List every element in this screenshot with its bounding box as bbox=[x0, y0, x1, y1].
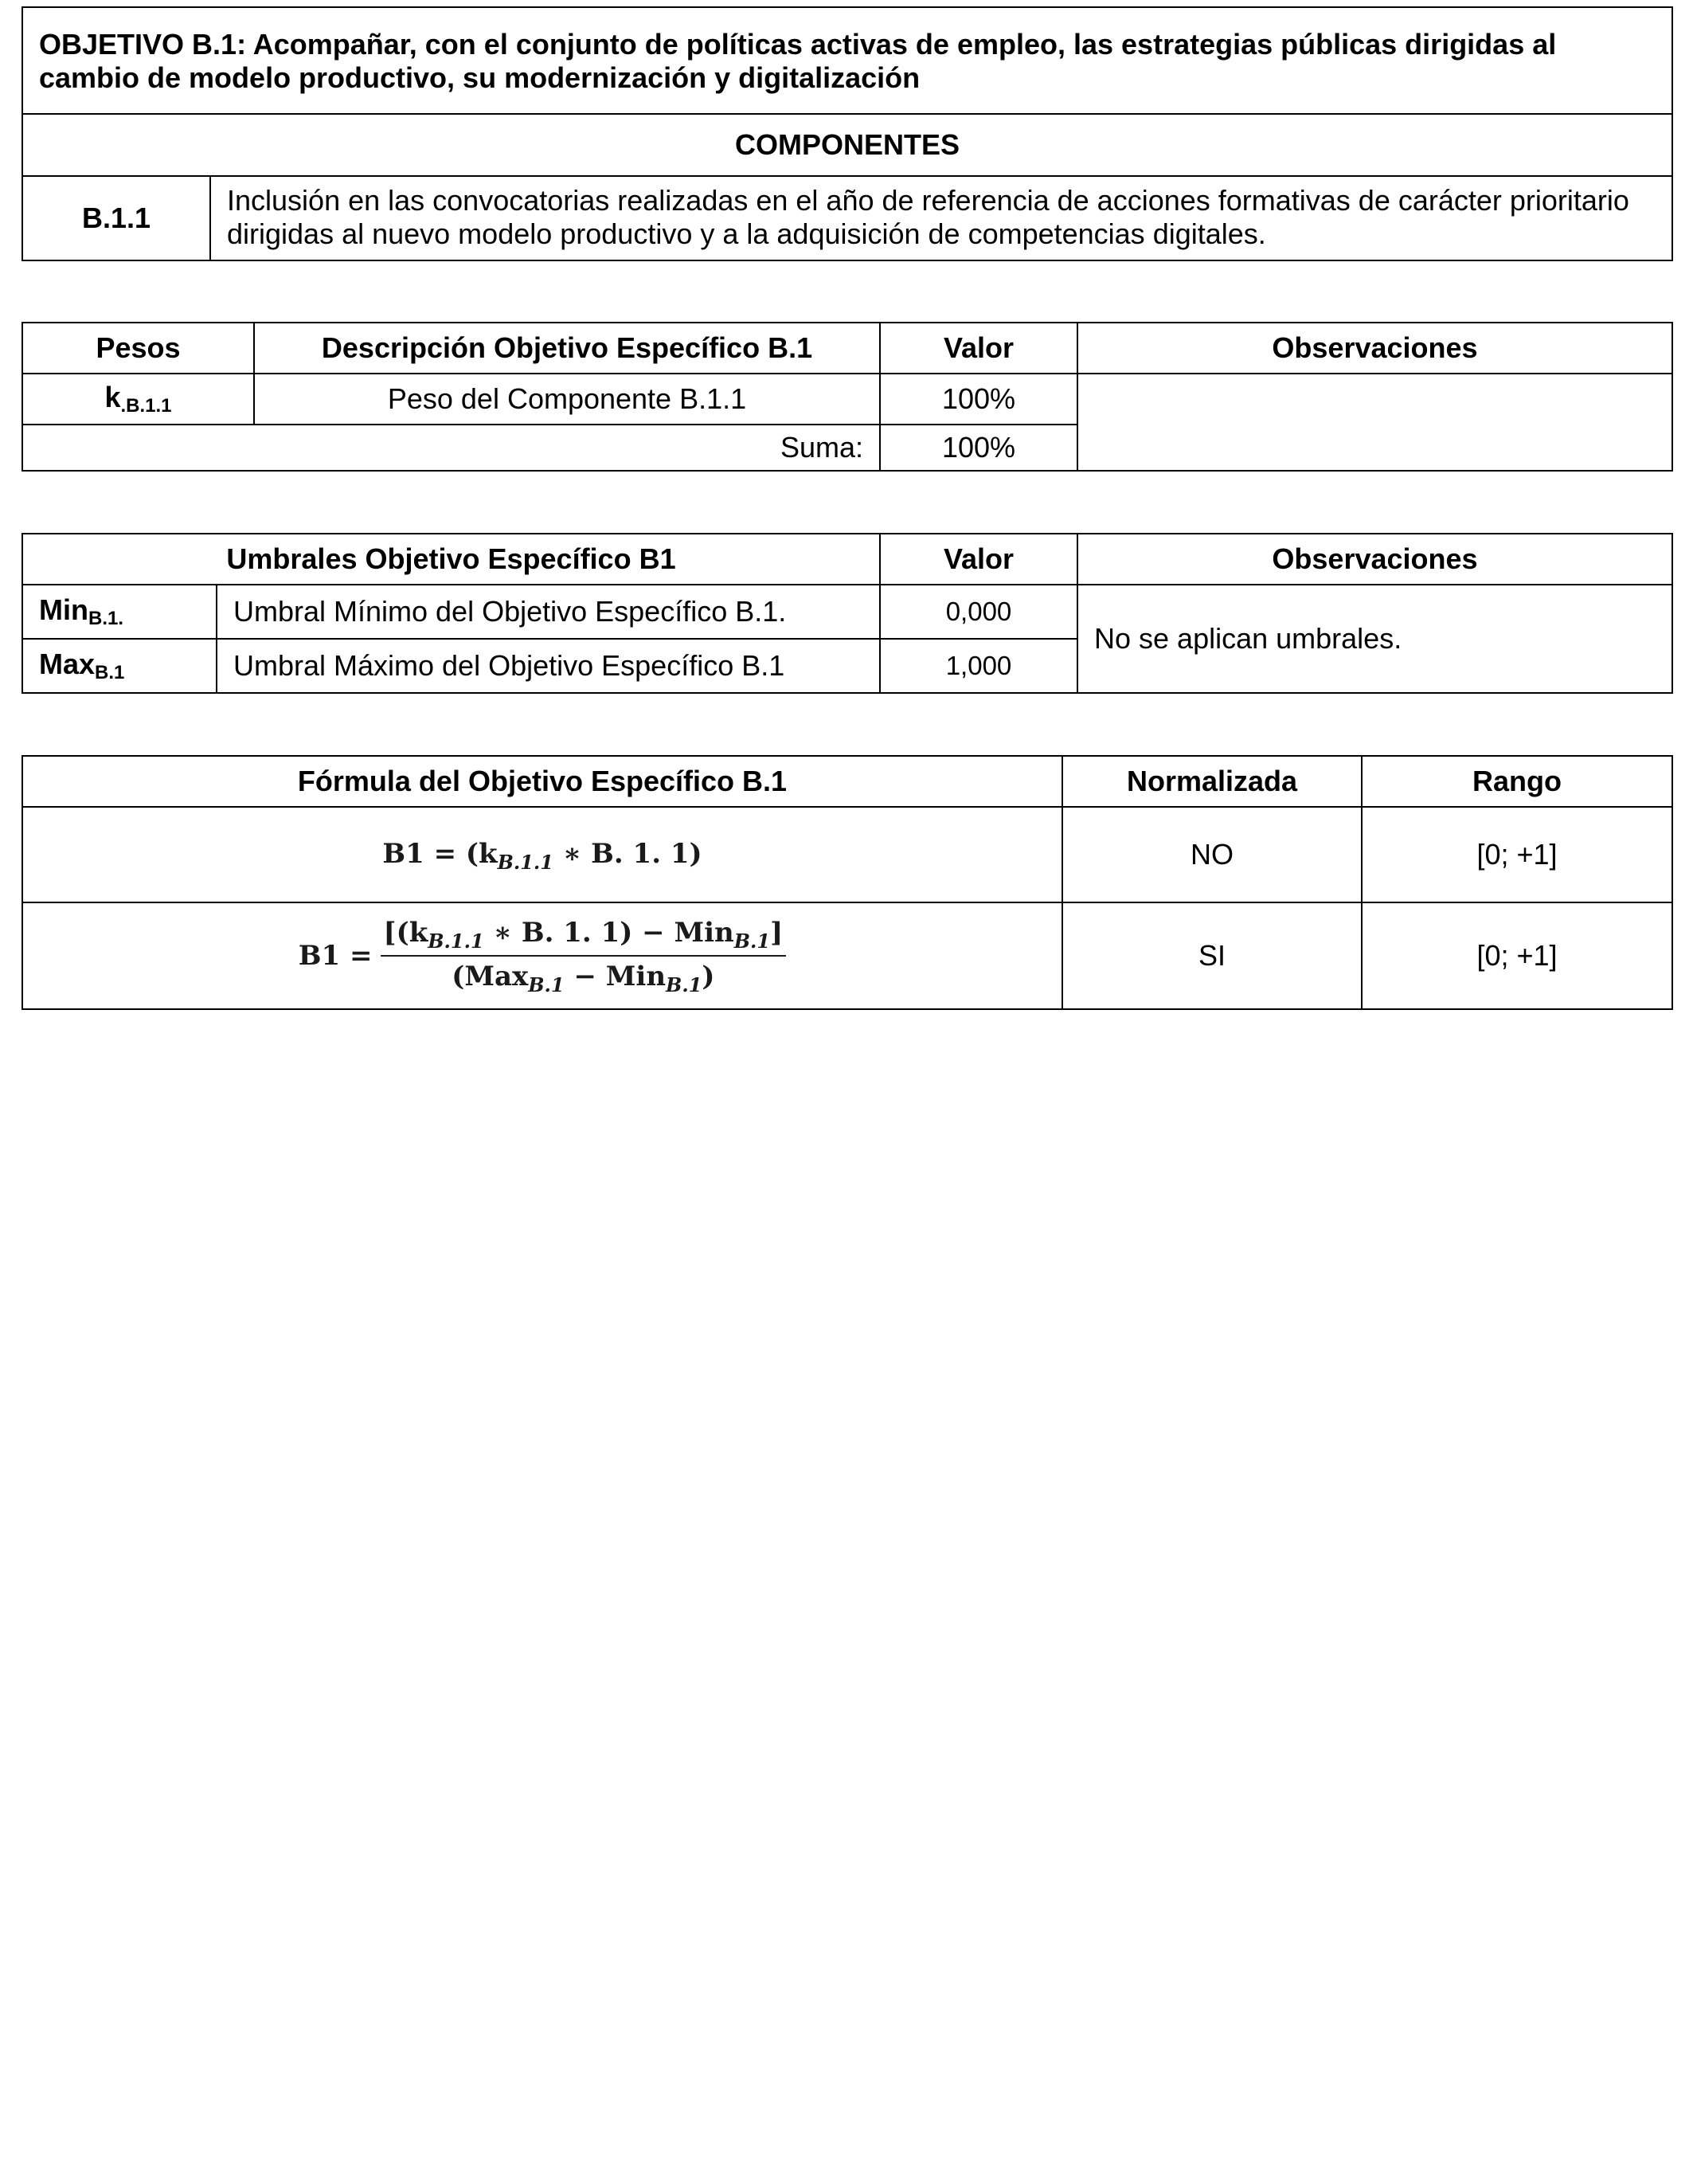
threshold-max-code-sub: B.1 bbox=[95, 661, 125, 683]
weights-header-descripcion: Descripción Objetivo Específico B.1 bbox=[254, 323, 880, 374]
formula-1-rest: ∗ B. 1. 1) bbox=[553, 838, 702, 870]
threshold-min-code-sub: B.1. bbox=[88, 607, 123, 629]
component-code: B.1.1 bbox=[22, 176, 210, 260]
formula-2-den-a: (Max bbox=[452, 961, 529, 992]
weight-code-sub: .B.1.1 bbox=[120, 394, 172, 417]
formula-2-num-c: ] bbox=[770, 917, 784, 949]
thresholds-header-valor: Valor bbox=[880, 534, 1077, 585]
formula-2-normalizada: SI bbox=[1062, 902, 1362, 1009]
thresholds-observation: No se aplican umbrales. bbox=[1077, 585, 1672, 693]
weights-header-valor: Valor bbox=[880, 323, 1077, 374]
formula-2-denominator bbox=[452, 957, 714, 996]
weights-sum-value: 100% bbox=[880, 425, 1077, 471]
formula-header: Fórmula del Objetivo Específico B.1 bbox=[22, 756, 1062, 807]
formula-table bbox=[22, 755, 1673, 1010]
formula-2-num-sub1: B.1.1 bbox=[428, 930, 484, 953]
threshold-min-code-main: Min bbox=[39, 593, 88, 626]
threshold-max-code bbox=[22, 639, 217, 693]
threshold-min-code bbox=[22, 585, 217, 639]
formula-2-lhs: B1 = bbox=[298, 940, 373, 972]
threshold-max-description: Umbral Máximo del Objetivo Específico B.1 bbox=[217, 639, 880, 693]
formula-1-lhs: B1 = (k bbox=[382, 838, 498, 870]
weight-code-main: k bbox=[104, 380, 121, 413]
formula-b1-normalized bbox=[299, 916, 786, 996]
weights-header-pesos: Pesos bbox=[22, 323, 254, 374]
formula-cell-2 bbox=[22, 902, 1062, 1009]
threshold-max-code-main: Max bbox=[39, 647, 96, 680]
formula-2-rango: [0; +1] bbox=[1362, 902, 1672, 1009]
formula-1-normalizada: NO bbox=[1062, 807, 1362, 902]
threshold-max-value: 1,000 bbox=[880, 639, 1077, 693]
threshold-min-description: Umbral Mínimo del Objetivo Específico B.1. bbox=[217, 585, 880, 639]
weights-table bbox=[22, 322, 1673, 472]
weight-value: 100% bbox=[880, 374, 1077, 425]
weights-observations bbox=[1077, 374, 1672, 471]
objective-title: OBJETIVO B.1: Acompañar, con el conjunto de políticas activas de empleo, las estrategias públicas dirigidas al cambio de modelo productivo, su modernización y digitalización bbox=[22, 7, 1672, 114]
formula-2-den-b: − Min bbox=[564, 961, 667, 992]
weights-header-observaciones: Observaciones bbox=[1077, 323, 1672, 374]
formula-2-num-b: ∗ B. 1. 1) − Min bbox=[483, 917, 734, 949]
formula-header-rango: Rango bbox=[1362, 756, 1672, 807]
components-heading: COMPONENTES bbox=[22, 114, 1672, 176]
formula-cell-1 bbox=[22, 807, 1062, 902]
formula-2-den-c: ) bbox=[702, 961, 715, 992]
formula-2-num-sub2: B.1 bbox=[733, 930, 771, 953]
objective-table bbox=[22, 6, 1673, 261]
formula-2-numerator bbox=[381, 916, 787, 957]
formula-2-den-sub1: B.1 bbox=[528, 973, 565, 996]
formula-2-den-sub2: B.1 bbox=[666, 973, 702, 996]
component-description: Inclusión en las convocatorias realizadas en el año de referencia de acciones formativas de carácter prioritario dirigidas al nuevo modelo productivo y a la adquisición de competencias digitales. bbox=[210, 176, 1672, 260]
formula-header-normalizada: Normalizada bbox=[1062, 756, 1362, 807]
thresholds-header-umbrales: Umbrales Objetivo Específico B1 bbox=[22, 534, 880, 585]
threshold-min-value: 0,000 bbox=[880, 585, 1077, 639]
weight-description: Peso del Componente B.1.1 bbox=[254, 374, 880, 425]
formula-b1-simple bbox=[382, 837, 702, 873]
formula-2-num-a: [(k bbox=[383, 917, 428, 949]
weights-sum-label: Suma: bbox=[22, 425, 880, 471]
formula-1-sub: B.1.1 bbox=[497, 851, 553, 874]
thresholds-table bbox=[22, 533, 1673, 694]
weight-code bbox=[22, 374, 254, 425]
formula-2-fraction bbox=[381, 916, 787, 996]
formula-1-rango: [0; +1] bbox=[1362, 807, 1672, 902]
thresholds-header-observaciones: Observaciones bbox=[1077, 534, 1672, 585]
